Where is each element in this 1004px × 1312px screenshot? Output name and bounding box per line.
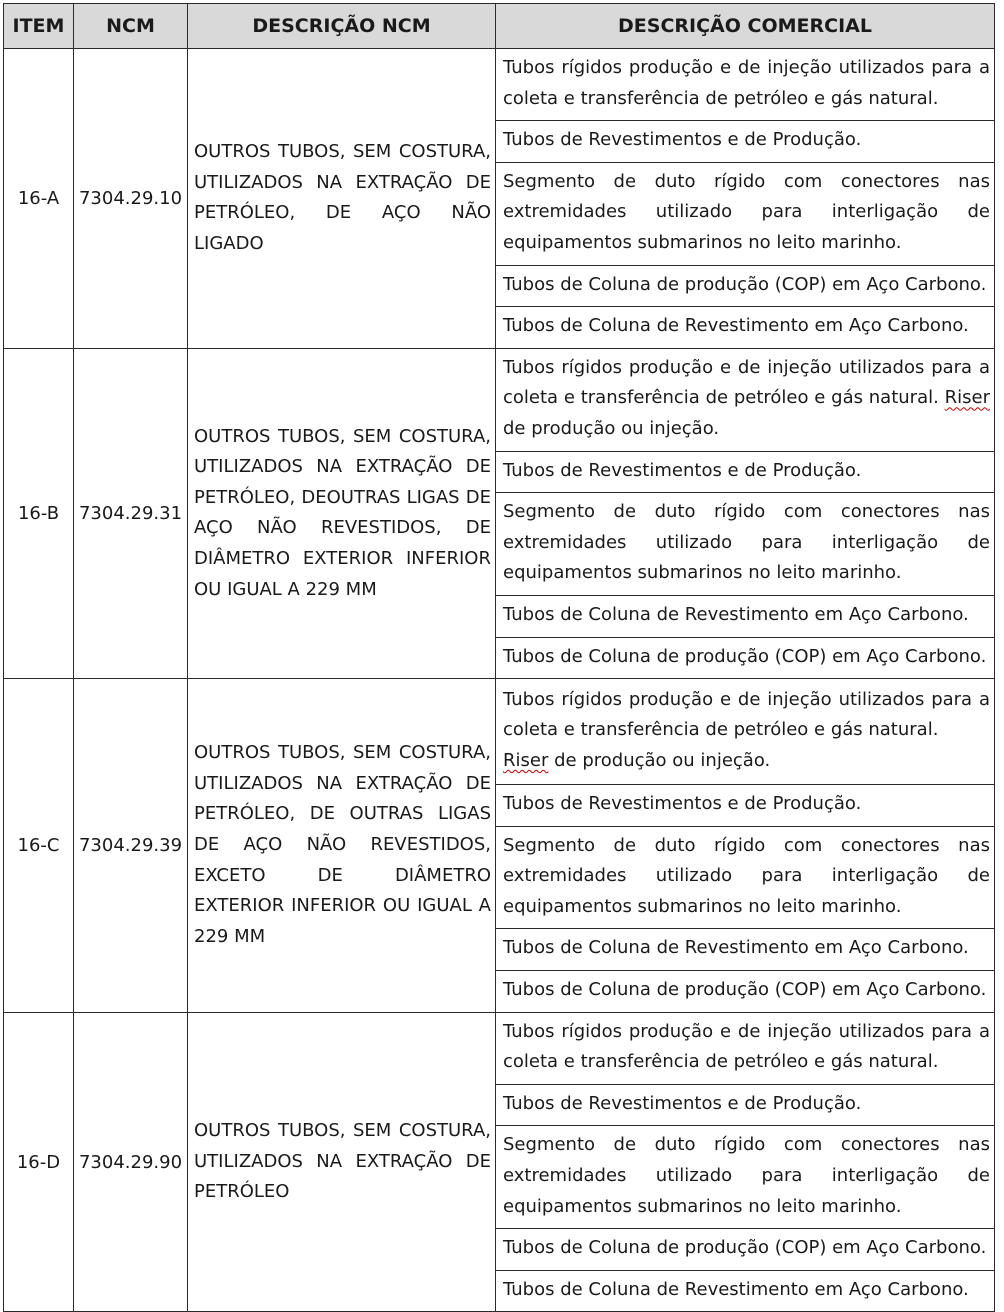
commercial-text-tail: de produção ou injeção. — [503, 417, 720, 439]
ncm-code-cell: 7304.29.10 — [74, 49, 188, 349]
ncm-code-cell: 7304.29.39 — [74, 679, 188, 1013]
ncm-description-cell: OUTROS TUBOS, SEM COSTURA, UTILIZADOS NA EXTRAÇÃO DE PETRÓLEO, DE AÇO NÃO LIGADO — [188, 49, 496, 349]
item-cell: 16-A — [4, 49, 74, 349]
commercial-description-cell: Tubos de Coluna de Revestimento em Aço Carbono. — [496, 1270, 995, 1312]
commercial-description-cell: Tubos de Revestimentos e de Produção. — [496, 785, 995, 827]
commercial-description-cell: Tubos rígidos produção e de injeção utilizados para a coleta e transferência de petróleo e gás natural. — [496, 1012, 995, 1084]
ncm-code-cell: 7304.29.90 — [74, 1012, 188, 1312]
commercial-description-cell: Tubos rígidos produção e de injeção utilizados para a coleta e transferência de petróleo e gás natural. — [496, 49, 995, 121]
commercial-description-cell — [496, 348, 995, 451]
item-cell: 16-B — [4, 348, 74, 678]
ncm-code-cell: 7304.29.31 — [74, 348, 188, 678]
header-item: ITEM — [4, 4, 74, 49]
ncm-description-cell: OUTROS TUBOS, SEM COSTURA, UTILIZADOS NA EXTRAÇÃO DE PETRÓLEO — [188, 1012, 496, 1312]
riser-word: Riser — [503, 749, 549, 771]
commercial-description-cell: Tubos de Coluna de produção (COP) em Aço Carbono. — [496, 971, 995, 1013]
riser-word: Riser — [944, 387, 990, 409]
ncm-table — [3, 3, 995, 1312]
commercial-description-cell — [496, 679, 995, 785]
table-row — [4, 49, 995, 121]
commercial-description-cell: Tubos de Coluna de Revestimento em Aço Carbono. — [496, 929, 995, 971]
table-row — [4, 1012, 995, 1084]
commercial-description-cell: Segmento de duto rígido com conectores nas extremidades utilizado para interligação de equipamentos submarinos no leito marinho. — [496, 1126, 995, 1229]
commercial-text: Tubos rígidos produção e de injeção utilizados para a coleta e transferência de petróleo e gás natural. — [503, 356, 990, 409]
commercial-description-cell: Tubos de Coluna de produção (COP) em Aço Carbono. — [496, 265, 995, 307]
commercial-description-cell: Tubos de Coluna de Revestimento em Aço Carbono. — [496, 595, 995, 637]
commercial-description-cell: Tubos de Revestimentos e de Produção. — [496, 451, 995, 493]
table-row — [4, 679, 995, 785]
header-descricao-ncm: DESCRIÇÃO NCM — [188, 4, 496, 49]
table-row — [4, 348, 995, 451]
commercial-description-cell: Tubos de Revestimentos e de Produção. — [496, 121, 995, 163]
ncm-description-cell: OUTROS TUBOS, SEM COSTURA, UTILIZADOS NA EXTRAÇÃO DE PETRÓLEO, DE OUTRAS LIGAS DE AÇO NÃO REVESTIDOS, EXCETO DE DIÂMETRO EXTERIOR INFERIOR OU IGUAL A 229 MM — [188, 679, 496, 1013]
commercial-description-cell: Tubos de Coluna de Revestimento em Aço Carbono. — [496, 307, 995, 349]
ncm-description-cell: OUTROS TUBOS, SEM COSTURA, UTILIZADOS NA EXTRAÇÃO DE PETRÓLEO, DEOUTRAS LIGAS DE AÇO NÃO REVESTIDOS, DE DIÂMETRO EXTERIOR INFERIOR OU IGUAL A 229 MM — [188, 348, 496, 678]
item-cell: 16-D — [4, 1012, 74, 1312]
commercial-description-cell: Segmento de duto rígido com conectores nas extremidades utilizado para interligação de equipamentos submarinos no leito marinho. — [496, 162, 995, 265]
commercial-description-cell: Segmento de duto rígido com conectores nas extremidades utilizado para interligação de equipamentos submarinos no leito marinho. — [496, 826, 995, 929]
table-header-row — [4, 4, 995, 49]
commercial-text: Tubos rígidos produção e de injeção utilizados para a coleta e transferência de petróleo e gás natural. — [503, 688, 990, 741]
item-cell: 16-C — [4, 679, 74, 1013]
commercial-description-cell: Tubos de Revestimentos e de Produção. — [496, 1084, 995, 1126]
commercial-description-cell: Segmento de duto rígido com conectores nas extremidades utilizado para interligação de equipamentos submarinos no leito marinho. — [496, 493, 995, 596]
commercial-description-cell: Tubos de Coluna de produção (COP) em Aço Carbono. — [496, 1229, 995, 1271]
commercial-description-cell: Tubos de Coluna de produção (COP) em Aço Carbono. — [496, 637, 995, 679]
header-descricao-comercial: DESCRIÇÃO COMERCIAL — [496, 4, 995, 49]
header-ncm: NCM — [74, 4, 188, 49]
commercial-text-tail: de produção ou injeção. — [554, 749, 771, 771]
